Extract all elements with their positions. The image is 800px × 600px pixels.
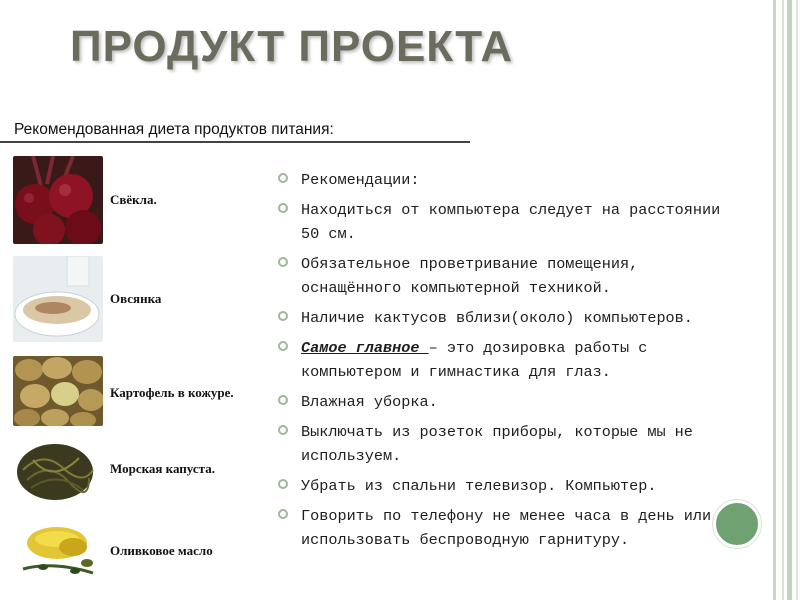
bullet-ring-icon xyxy=(278,173,288,183)
list-item: Самое главное – это дозировка работы с компьютером и гимнастика для глаз. xyxy=(278,336,728,384)
bullet-ring-icon xyxy=(278,341,288,351)
slide-title: ПРОДУКТ ПРОЕКТА xyxy=(70,22,514,71)
bullet-ring-icon xyxy=(278,395,288,405)
list-item: Находиться от компьютера следует на расстоянии 50 см. xyxy=(278,198,728,246)
seaweed-image xyxy=(13,440,103,504)
bullet-ring-icon xyxy=(278,257,288,267)
food-label-olive-oil: Оливковое масло xyxy=(110,543,213,558)
oatmeal-image xyxy=(13,256,103,342)
emphasis-text: Самое главное xyxy=(301,339,429,357)
list-item: Убрать из спальни телевизор. Компьютер. xyxy=(278,474,728,498)
list-item: Выключать из розеток приборы, которые мы не используем. xyxy=(278,420,728,468)
bullet-ring-icon xyxy=(278,425,288,435)
decorative-circle-icon xyxy=(713,500,761,548)
food-label-oatmeal: Овсянка xyxy=(110,291,162,306)
list-item: Рекомендации: xyxy=(278,168,728,192)
bullet-ring-icon xyxy=(278,479,288,489)
recommendation-list xyxy=(278,168,728,558)
decorative-stripes xyxy=(766,0,800,600)
list-item: Обязательное проветривание помещения, оснащённого компьютерной техникой. xyxy=(278,252,728,300)
food-label-seaweed: Морская капуста. xyxy=(110,461,215,476)
bullet-ring-icon xyxy=(278,203,288,213)
list-item: Влажная уборка. xyxy=(278,390,728,414)
list-item: Говорить по телефону не менее часа в день или использовать беспроводную гарнитуру. xyxy=(278,504,728,552)
food-label-potato: Картофель в кожуре. xyxy=(110,385,234,400)
olive-oil-image xyxy=(13,523,103,579)
bullet-ring-icon xyxy=(278,509,288,519)
subtitle-divider xyxy=(0,141,470,143)
bullet-ring-icon xyxy=(278,311,288,321)
potato-image xyxy=(13,356,103,426)
food-label-beet: Свёкла. xyxy=(110,192,157,207)
beet-image xyxy=(13,156,103,244)
list-item: Наличие кактусов вблизи(около) компьютеров. xyxy=(278,306,728,330)
slide-subtitle: Рекомендованная диета продуктов питания: xyxy=(14,121,334,138)
